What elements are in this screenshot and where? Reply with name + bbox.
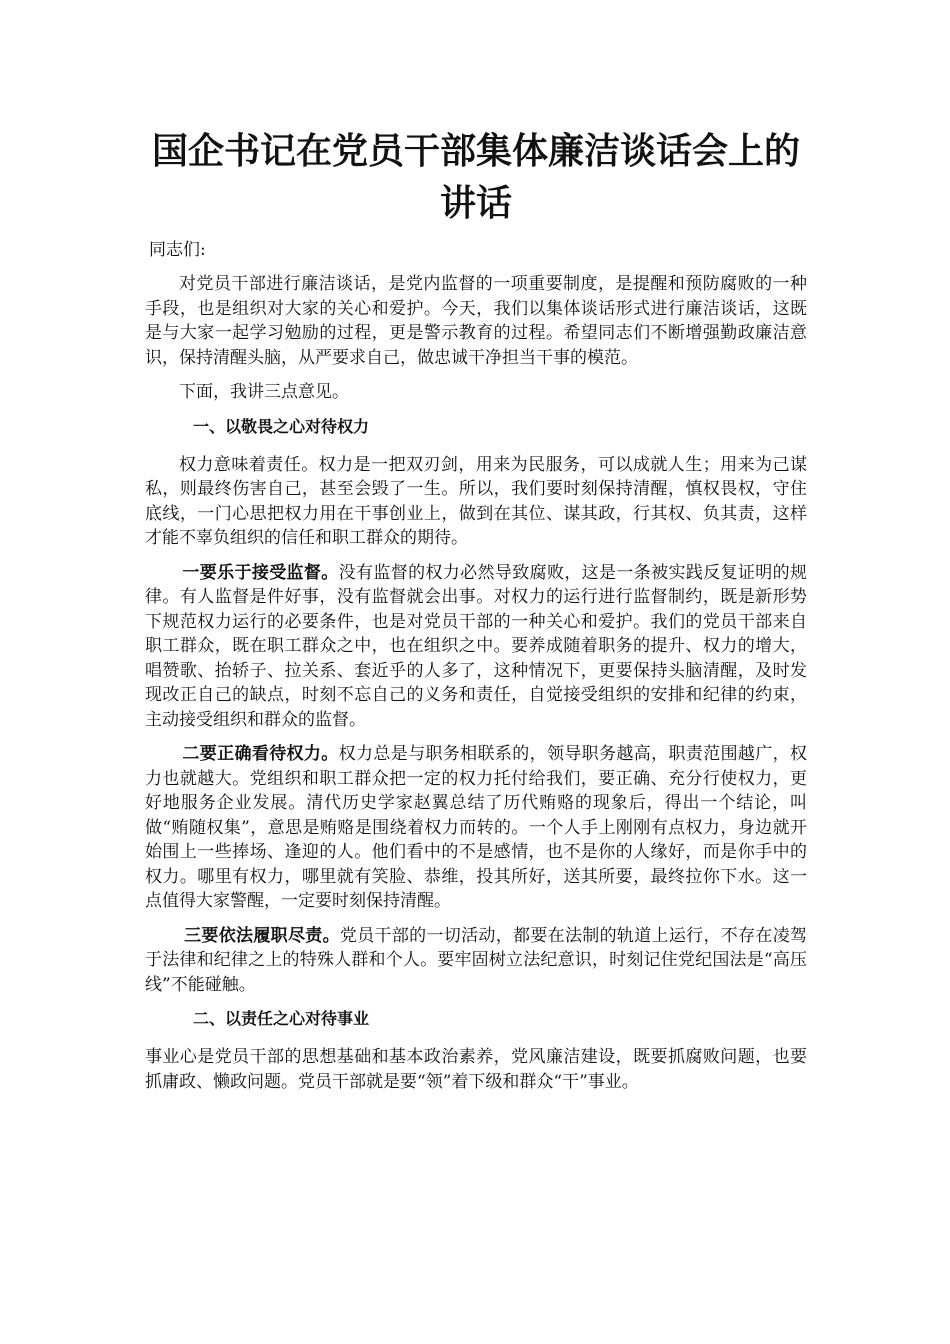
paragraph-lead: 一要乐于接受监督。 xyxy=(182,562,339,583)
section-heading-1: 一、以敬畏之心对待权力 xyxy=(193,416,370,436)
paragraph-view-power xyxy=(145,742,807,914)
paragraph-lead: 三要依法履职尽责。 xyxy=(184,925,340,946)
paragraph-lead: 二要正确看待权力。 xyxy=(182,744,339,764)
section-heading-2: 二、以责任之心对待事业 xyxy=(193,1009,370,1028)
paragraph-body: 没有监督的权力必然导致腐败，这是一条被实践反复证明的规律。有人监督是件好事，没有监督就会出事。对权力的运行进行监督制约，既是新形势下规范权力运行的必要条件，也是对党员干部的一种关心和爱护。我们的党员干部来自职工群众，既在职工群众之中，也在组织之中。要养成随着职务的提升、权力的增大，唱赞歌、抬轿子、拉关系、套近乎的人多了，这种情况下，更要保持头脑清醒，及时发现改正自己的缺点，时刻不忘自己的义务和责任，自觉接受组织的安排和纪律的约束，主动接受组织和群众的监督。 xyxy=(145,562,808,730)
title-line-2: 讲话 xyxy=(439,183,512,224)
paragraph-duty xyxy=(145,924,807,998)
paragraph-power: 权力意味着责任。权力是一把双刃剑，用来为民服务，可以成就人生；用来为己谋私，则最终伤害自己，甚至会毁了一生。所以，我们要时刻保持清醒，慎权畏权，守住底线，一门心思把权力用在干事创业上，做到在其位、谋其政，行其权、负其责，这样才能不辜负组织的信任和职工群众的期待。 xyxy=(145,454,807,548)
paragraph-supervision xyxy=(145,561,807,733)
title-line-1: 国企书记在党员干部集体廉洁谈话会上的 xyxy=(151,131,800,172)
paragraph-body: 权力总是与职务相联系的，领导职务越高，职责范围越广，权力也就越大。党组织和职工群众把一定的权力托付给我们，要正确、充分行使权力，更好地服务企业发展。清代历史学家赵翼总结了历代贿赂的现象后，得出一个结论，叫做“贿随权集”，意思是贿赂是围绕着权力而转的。一个人手上刚刚有点权力，身边就开始围上一些捧场、逢迎的人。他们看中的不是感情，也不是你的人缘好，而是你手中的权力。哪里有权力，哪里就有笑脸、恭维，投其所好，送其所要，最终拉你下水。这一点值得大家警醒，一定要时刻保持清醒。 xyxy=(145,744,808,911)
paragraph-outline: 下面，我讲三点意见。 xyxy=(179,382,349,402)
document-page xyxy=(145,126,807,1104)
paragraph-body: 党员干部的一切活动，都要在法制的轨道上运行，不存在凌驾于法律和纪律之上的特殊人群和个人。要牢固树立法纪意识，时刻记住党纪国法是“高压线”不能碰触。 xyxy=(145,925,808,995)
salutation: 同志们: xyxy=(149,240,206,260)
paragraph-career: 事业心是党员干部的思想基础和基本政治素养，党风廉洁建设，既要抓腐败问题，也要抓庸政、懒政问题。党员干部就是要“领”着下级和群众“干”事业。 xyxy=(145,1047,807,1092)
paragraph-intro: 对党员干部进行廉洁谈话，是党内监督的一项重要制度，是提醒和预防腐败的一种手段，也是组织对大家的关心和爱护。今天，我们以集体谈话形式进行廉洁谈话，这既是与大家一起学习勉励的过程，更是警示教育的过程。希望同志们不断增强勤政廉洁意识，保持清醒头脑，从严要求自己，做忠诚干净担当干事的模范。 xyxy=(145,274,807,368)
document-title xyxy=(145,126,807,230)
